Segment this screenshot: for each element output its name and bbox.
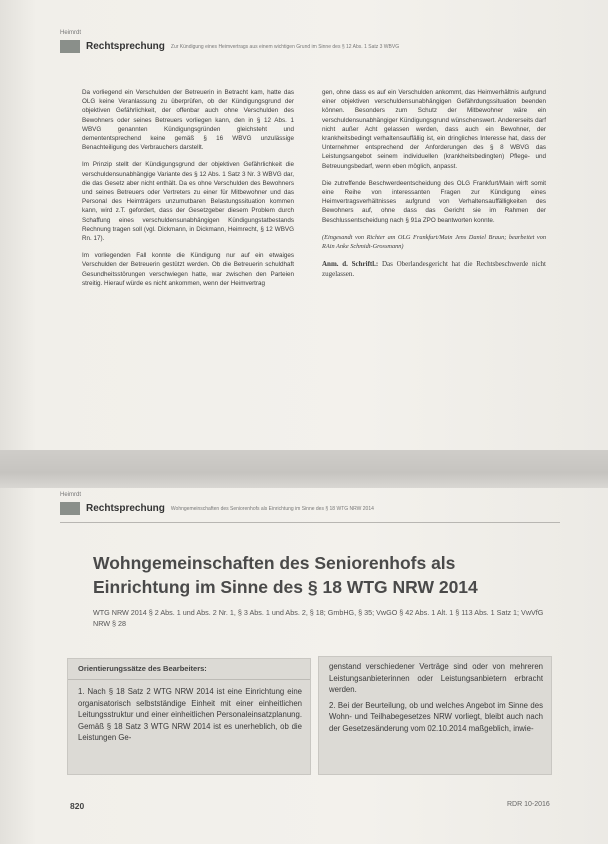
page-header-bottom [60, 492, 374, 515]
header-subtitle: Zur Kündigung eines Heimvertrags aus einem wichtigen Grund im Sinne des § 12 Abs. 1 Satz 3 WBVG [170, 43, 400, 50]
box-heading: Orientierungssätze des Bearbeiters: [78, 664, 207, 673]
header-title: Rechtsprechung [86, 503, 165, 514]
article-title: Wohngemeinschaften des Seniorenhofs als Einrichtung im Sinne des § 18 WTG NRW 2014 [93, 553, 478, 597]
section-label: Heimrdt [60, 30, 82, 36]
source-note: (Eingesandt von Richter am OLG Frankfurt/Main Jens Daniel Braun; bearbeitet von RAin Anke Schmidt-Grossmann) [322, 233, 546, 251]
principle-1: 1. Nach § 18 Satz 2 WTG NRW 2014 ist eine Einrichtung eine organisatorisch selbstständige Einheit mit einer einheitlichen Leitungsstruktur und einer einheitlichen Personaleinsatzplanung. Gemäß § 18 Satz 3 WTG NRW 2014 ist es unerheblich, ob die Leistungen Ge- [78, 687, 302, 742]
guiding-principles-box-continued [318, 656, 552, 775]
principle-1-continued: genstand verschiedener Verträge sind oder von mehreren Leistungsanbieterinnen oder Leistungsanbietern erbracht werden. [329, 662, 543, 694]
page-header-top [60, 30, 399, 53]
paragraph: Da vorliegend ein Verschulden der Betreuerin in Betracht kam, hatte das OLG keine Veranlassung zu überprüfen, ob der Kündigungsgrund der objektiven Gefährlichkeit, der offenbar auch ohne Verschulden des Bewohners oder seines Betreuers vorliegen kann, den in § 12 Abs. 1 WBVG genannten Kündigungsgründen gleichsteht und demententsprechend keine gemäß § 16 WBVG unzulässige Benachteiligung des Verbrauchers darstellt. [82, 89, 294, 152]
page-number: 820 [70, 801, 85, 811]
cited-norms: WTG NRW 2014 § 2 Abs. 1 und Abs. 2 Nr. 1, § 3 Abs. 1 und Abs. 2, § 18; GmbHG, § 35; VwGO § 42 Abs. 1 Alt. 1 § 113 Abs. 1 Satz 1; VwVfG NRW § 28 [93, 608, 544, 628]
text-column-right [322, 88, 546, 287]
author-note-text: Das Oberlandesgericht hat die Rechtsbeschwerde nicht zugelassen. [322, 260, 546, 279]
section-marker-icon [60, 502, 80, 515]
text-column-left [82, 88, 294, 296]
header-rule [60, 522, 560, 523]
paragraph: gen, ohne dass es auf ein Verschulden ankommt, das Heimverhältnis aufgrund einer objektiven verschuldensunabhängigen Gefährdungssituation beenden können. Besonders zum Schutz der Mitbewohner wäre ein verschuldensunabhängiger Kündigungsgrund wünschenswert. Andererseits darf nicht außer Acht gelassen werden, dass auch ein Bewohner, der krankheitsbedingt verhaltensauffällig ist, ein dringliches Interesse hat, dass der Unternehmer entsprechend der Anforderungen des § 8 WBVG das Leistungsangebot seinem individuellen (krankheitsbedingten) Pflege- und Betreuungsbedarf, wenn eben möglich, anpasst. [322, 89, 546, 170]
author-note [322, 259, 546, 279]
header-title: Rechtsprechung [86, 41, 165, 52]
author-note-label: Anm. d. Schriftl.: [322, 260, 379, 269]
section-label: Heimrdt [60, 492, 82, 498]
section-marker-icon [60, 40, 80, 53]
principle-2: 2. Bei der Beurteilung, ob und welches Angebot im Sinne des Wohn- und Teilhabegesetzes NRW vorliegt, bleibt auch nach der Gesetzesänderung vom 02.10.2014 maßgeblich, inwie- [329, 700, 543, 733]
header-subtitle: Wohngemeinschaften des Seniorenhofs als Einrichtung im Sinne des § 18 WTG NRW 2014 [170, 505, 374, 512]
journal-reference: RDR 10-2016 [507, 801, 550, 808]
paragraph: Im Prinzip stellt der Kündigungsgrund der objektiven Gefährlichkeit die verschuldensunabhängige Variante des § 12 Abs. 1 Satz 3 Nr. 3 WBVG dar, die das Gesetz aber nicht enthält. Da es ohne Verschulden des Bewohners und seines Betreuers oder Vertreters zu einer für Mitbewohner und das Personal des Heimträgers unzumutbaren Belastungssituation kommen kann, wird z.T. gefordert, dass der Gesetzgeber diesem Problem durch Schaffung eines verschuldensunabhängigen Kündigungstatbestands Rechnung tragen soll (vgl. Dickmann, in Dickmann, Heimrecht, § 12 WBVG Rn. 17). [82, 161, 294, 243]
guiding-principles-box [67, 658, 311, 775]
page-separator-band [0, 450, 608, 488]
paragraph: Die zutreffende Beschwerdeentscheidung des OLG Frankfurt/Main wirft somit eine Reihe von interessanten Fragen zur Kündigung eines Heimvertragsverhältnisses aufgrund von Verhaltensauffälligkeiten des Bewohners auf, ohne dass das Gericht sie im Rahmen der Beschlussentscheidung nach § 91a ZPO beantworten konnte. [322, 179, 546, 224]
paragraph: Im vorliegenden Fall konnte die Kündigung nur auf ein etwaiges Verschulden der Betreuerin gestützt werden. Ob die Betreuerin schuldhaft Gesundheitsstörungen verschwiegen hatte, war zwischen den Parteien streitig. Hierauf würde es nicht ankommen, wenn der Heimvertrag [82, 252, 294, 287]
